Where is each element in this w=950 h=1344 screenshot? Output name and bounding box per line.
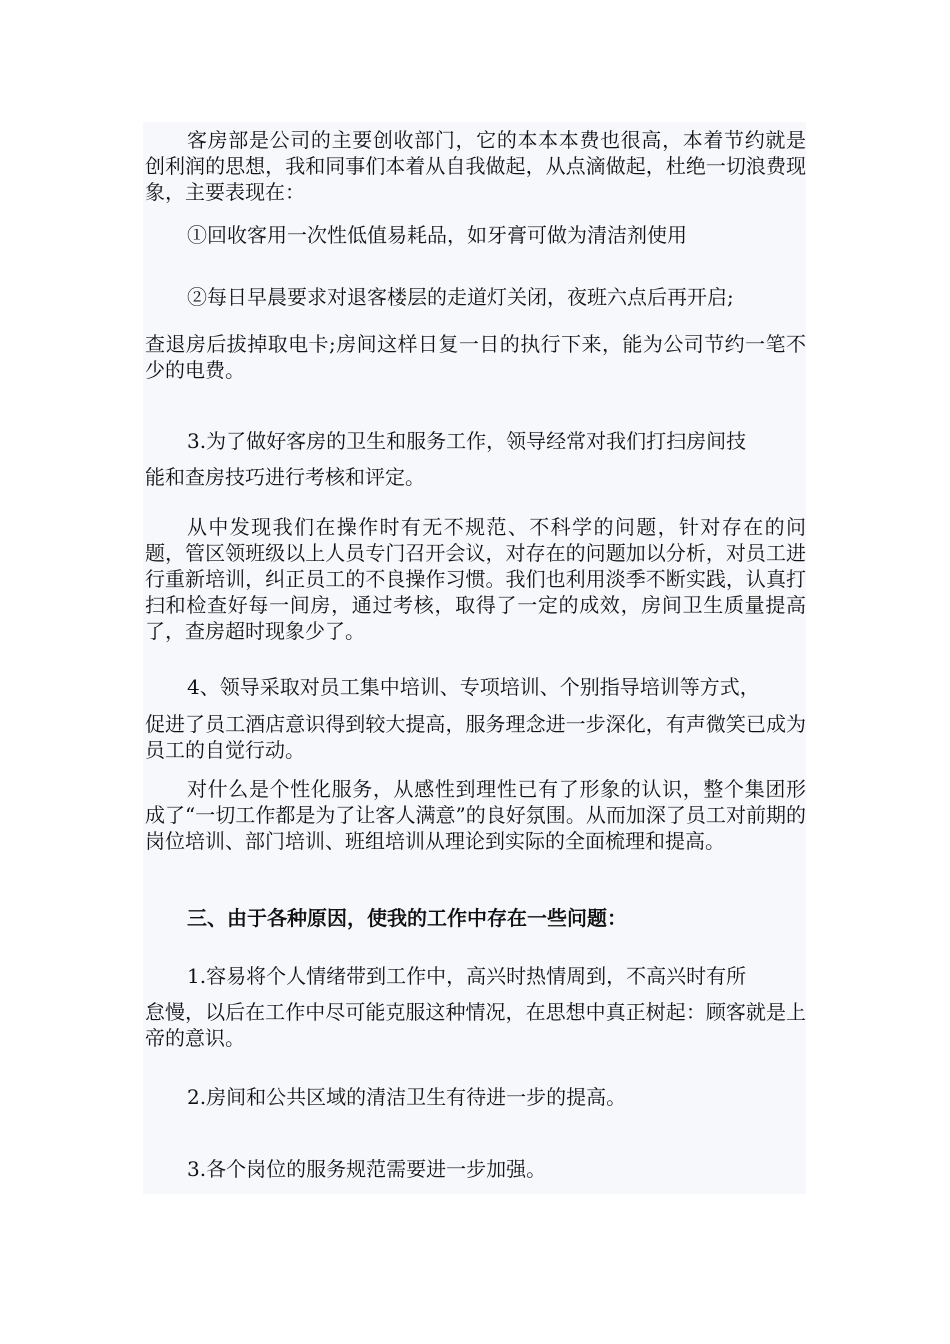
paragraph-item-2: ②每日早晨要求对退客楼层的走道灯关闭，夜班六点后再开启; <box>187 285 734 309</box>
paragraph-item-1: ①回收客用一次性低值易耗品，如牙膏可做为清洁剂使用 <box>187 223 687 247</box>
paragraph-problem-1: 1.容易将个人情绪带到工作中，高兴时热情周到，不高兴时有所 <box>187 964 747 988</box>
paragraph-problem-1-cont: 怠慢，以后在工作中尽可能克服这种情况，在思想中真正树起：顾客就是上帝的意识。 <box>145 1000 806 1050</box>
paragraph-point-3: 3.为了做好客房的卫生和服务工作，领导经常对我们打扫房间技 <box>187 429 747 453</box>
document-body <box>143 122 806 1194</box>
paragraph-problem-3: 3.各个岗位的服务规范需要进一步加强。 <box>187 1157 547 1181</box>
paragraph-point-4: 4、领导采取对员工集中培训、专项培训、个别指导培训等方式， <box>187 675 760 699</box>
paragraph-findings: 从中发现我们在操作时有无不规范、不科学的问题，针对存在的问题，管区领班级以上人员专门召开会议，对存在的问题加以分析，对员工进行重新培训，纠正员工的不良操作习惯。我们也利用淡季不断实践，认真打扫和检查好每一间房，通过考核，取得了一定的成效，房间卫生质量提高了，查房超时现象少了。 <box>145 515 806 643</box>
paragraph-personalized-service: 对什么是个性化服务，从感性到理性已有了形象的认识，整个集团形成了“一切工作都是为了让客人满意”的良好氛围。从而加深了员工对前期的岗位培训、部门培训、班组培训从理论到实际的全面梳理和提高。 <box>145 777 806 853</box>
paragraph-point-3-cont: 能和查房技巧进行考核和评定。 <box>145 465 425 489</box>
section-heading-problems: 三、由于各种原因，使我的工作中存在一些问题： <box>187 906 627 930</box>
paragraph-point-4-cont: 促进了员工酒店意识得到较大提高，服务理念进一步深化，有声微笑已成为员工的自觉行动。 <box>145 712 806 762</box>
paragraph-intro: 客房部是公司的主要创收部门，它的本本本费也很高，本着节约就是创利润的思想，我和同事们本着从自我做起，从点滴做起，杜绝一切浪费现象，主要表现在： <box>145 128 806 204</box>
paragraph-problem-2: 2.房间和公共区域的清洁卫生有待进一步的提高。 <box>187 1085 627 1109</box>
paragraph-item-2-cont: 查退房后拔掉取电卡;房间这样日复一日的执行下来，能为公司节约一笔不少的电费。 <box>145 332 806 382</box>
